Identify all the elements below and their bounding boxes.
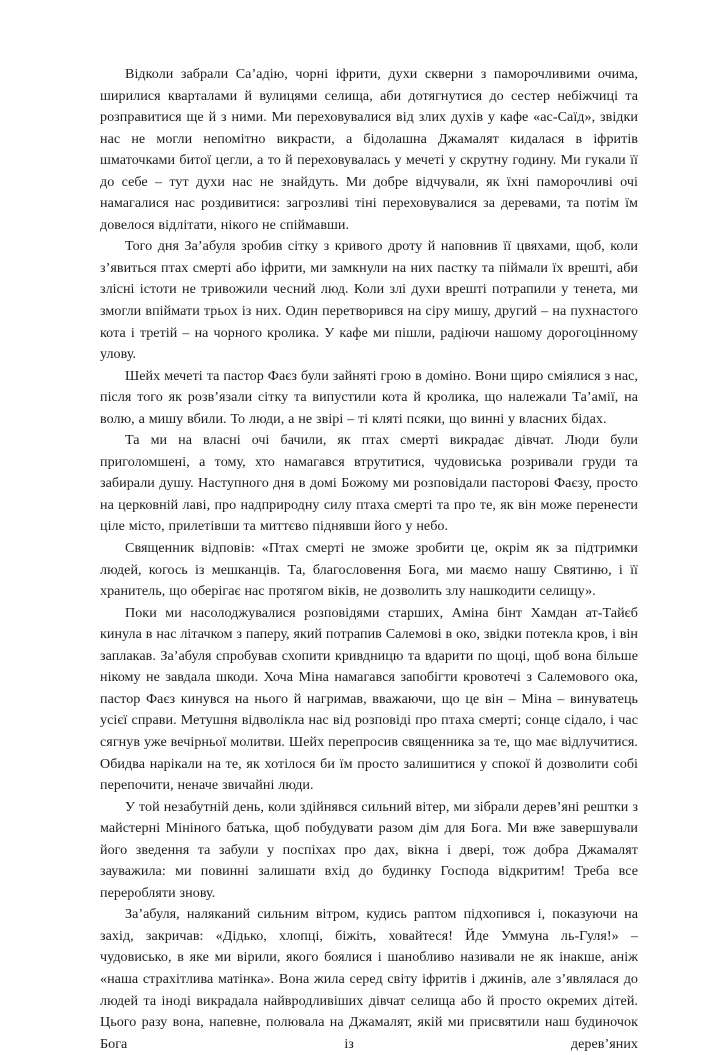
paragraph: Того дня За’абуля зробив сітку з кривого дроту й наповнив її цвяхами, щоб, коли з’явиться птах смерті або іфрити, ми замкнули на них пастку та піймали їх врешті, аби злісні істоти не тривожили чесний люд. Коли злі духи врешті потрапили у тенета, ми змогли впіймати трьох із них. Один перетворився на сіру мишу, другий – на пухнастого кота і третій – на чорного кролика. У кафе ми пішли, радіючи нашому дорогоцінному улову. bbox=[100, 238, 638, 363]
paragraph: Відколи забрали Са’адію, чорні іфрити, духи скверни з паморочливими очима, ширилися кварталами й вулицями селища, аби дотягнутися до сестер небіжчиці та розправитися ще й з ними. Ми переховувалися від злих духів у кафе «ас-Саїд», звідки нас не могли непомітно викрасти, а бідолашна Джамалят кидалася в іфритів шматочками битої цегли, а то й переховувалась у мечеті у скрутну годину. Ми гукали її до себе – тут духи нас не знайдуть. Ми добре відчували, як їхні паморочливі очі намагалися нас роздивитися: загрозливі тіні переховувалися за деревами, та потім їм довелося відлітати, нікого не спіймавши. bbox=[100, 66, 638, 233]
paragraph: Священник відповів: «Птах смерті не зможе зробити це, окрім як за підтримки людей, когось із мешканців. Та, благословення Бога, ми маємо нашу Святиню, і її хранитель, що оберігає нас протягом віків, не дозволить злу нашкодити селищу». bbox=[100, 540, 638, 600]
paragraph: У той незабутній день, коли здійнявся сильний вітер, ми зібрали дерев’яні рештки з майстерні Мініного батька, щоб побудувати разом дім для Бога. Ми вже завершували його зведення та забули у поспіхах про дах, вікна і двері, тож добра Джамалят зауважила: ми повинні залишати вхід до будинку Господа відкритим! Треба все переробляти знову. bbox=[100, 798, 638, 901]
paragraph: Та ми на власні очі бачили, як птах смерті викрадає дівчат. Люди були приголомшені, а тому, хто намагався втрутитися, чудовиська розривали груди та забирали душу. Наступного дня в домі Божому ми розповідали пасторові Фаєзу, просто на церковній лаві, про надприродну силу птаха смерті та про те, як він може перенести ціле місто, прилетівши та миттєво піднявши його у небо. bbox=[100, 432, 638, 535]
paragraph: Шейх мечеті та пастор Фаєз були зайняті грою в доміно. Вони щиро сміялися з нас, після того як розв’язали сітку та випустили кота й кролика, що належали Та’амії, на волю, а мишу вбили. То люди, а не звірі – ті кляті псяки, що винні у власних бідах. bbox=[100, 367, 638, 427]
paragraph: За’абуля, наляканий сильним вітром, кудись раптом підхопився і, показуючи на захід, закричав: «Дідько, хлопці, біжіть, ховайтеся! Йде Уммуна ль-Гуля!» – чудовисько, в яке ми вірили, якого боялися і шанобливо називали не як інакше, аніж «наша страхітлива матінка». Вона жила серед світу іфритів і джинів, але з’являлася до людей та іноді викрадала найвродливіших дівчат селища або й просто окремих дітей. Цього разу вона, напевне, полювала на Джамалят, якій ми присвятили наш будиночок Бога із дерев’яних bbox=[100, 906, 638, 1052]
paragraph: Поки ми насолоджувалися розповідями старших, Аміна бінт Хамдан ат-Тайєб кинула в нас літачком з паперу, який потрапив Салемові в око, звідки потекла кров, і він заплакав. За’абуля спробував схопити кривдницю та вдарити по щоці, щоб вона більше нікому не завдала шкоди. Хоча Міна намагався запобігти кровотечі з Салемового ока, пастор Фаєз кинувся на нього й нагримав, вважаючи, що це він – Міна – винуватець усієї справи. Метушня відволікла нас від розповіді про птаха смерті; сонце сідало, і час сягнув уже вечірньої молитви. Шейх перепросив священника за те, що має відлучитися. Обидва нарікали на те, як хотілося би їм просто залишитися у спокої й дозволити собі перепочити, неначе звичайні люди. bbox=[100, 604, 638, 794]
document-body-text bbox=[100, 64, 638, 1055]
